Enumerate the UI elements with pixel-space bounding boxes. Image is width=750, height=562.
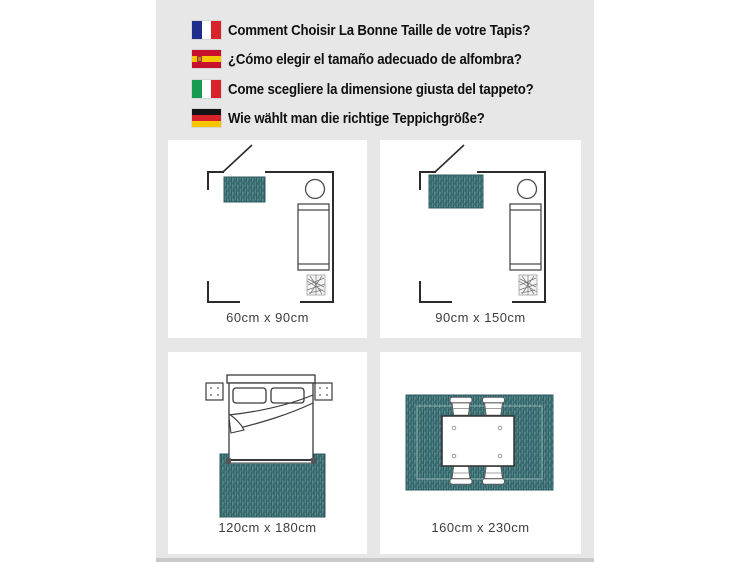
header-row-french [192, 21, 571, 39]
door-icon [435, 145, 464, 172]
bottom-edge-strip [156, 558, 594, 562]
chair-icon [450, 397, 472, 415]
bed-foot-right [311, 458, 317, 465]
spain-coat-of-arms [197, 56, 202, 62]
content-canvas [156, 0, 594, 562]
header-row-german [192, 109, 520, 127]
italy-flag-icon [192, 80, 221, 98]
chair-icon [483, 397, 505, 415]
dining-table [442, 416, 514, 466]
nightstand-left-icon [206, 383, 223, 400]
spain-flag-icon [192, 50, 221, 68]
nightstand-right-icon [315, 383, 332, 400]
header-title-spanish: ¿Cómo elegir el tamaño adecuado de alfombra? [228, 50, 522, 68]
germany-flag-icon [192, 109, 221, 127]
headboard [227, 375, 315, 383]
header-title-italian: Come scegliere la dimensione giusta del tappeto? [228, 80, 534, 98]
door-icon [223, 145, 252, 172]
header-row-spanish [192, 50, 562, 68]
round-side-table-icon [518, 180, 537, 199]
round-side-table-icon [306, 180, 325, 199]
size-label-120x180: 120cm x 180cm [218, 520, 317, 535]
console-bench-icon [298, 204, 329, 270]
header-title-french: Comment Choisir La Bonne Taille de votre Tapis? [228, 21, 531, 39]
table-dot [452, 454, 456, 458]
panel-rug-60x90 [168, 140, 367, 338]
pillow-left [233, 388, 266, 403]
table-dot [452, 426, 456, 430]
plant-icon [307, 275, 325, 295]
chair-icon [450, 466, 472, 484]
table-dot [498, 426, 502, 430]
size-label-90x150: 90cm x 150cm [435, 310, 526, 325]
france-flag-icon [192, 21, 221, 39]
rug-swatch-90x150 [429, 175, 483, 208]
table-dot [498, 454, 502, 458]
plant-icon [519, 275, 537, 295]
panel-rug-160x230 [380, 352, 581, 554]
chair-icon [483, 466, 505, 484]
size-label-60x90: 60cm x 90cm [226, 310, 309, 325]
panel-rug-120x180 [168, 352, 367, 554]
size-label-160x230: 160cm x 230cm [431, 520, 530, 535]
console-bench-icon [510, 204, 541, 270]
rug-swatch-60x90 [224, 177, 265, 202]
bedroom-floorplan-medium-rug-diagram [380, 140, 581, 338]
panel-rug-90x150 [380, 140, 581, 338]
header-row-italian [192, 80, 575, 98]
bedroom-floorplan-small-rug-diagram [168, 140, 367, 338]
header-title-german: Wie wählt man die richtige Teppichgröße? [228, 109, 485, 127]
bed-foot-left [226, 458, 232, 465]
